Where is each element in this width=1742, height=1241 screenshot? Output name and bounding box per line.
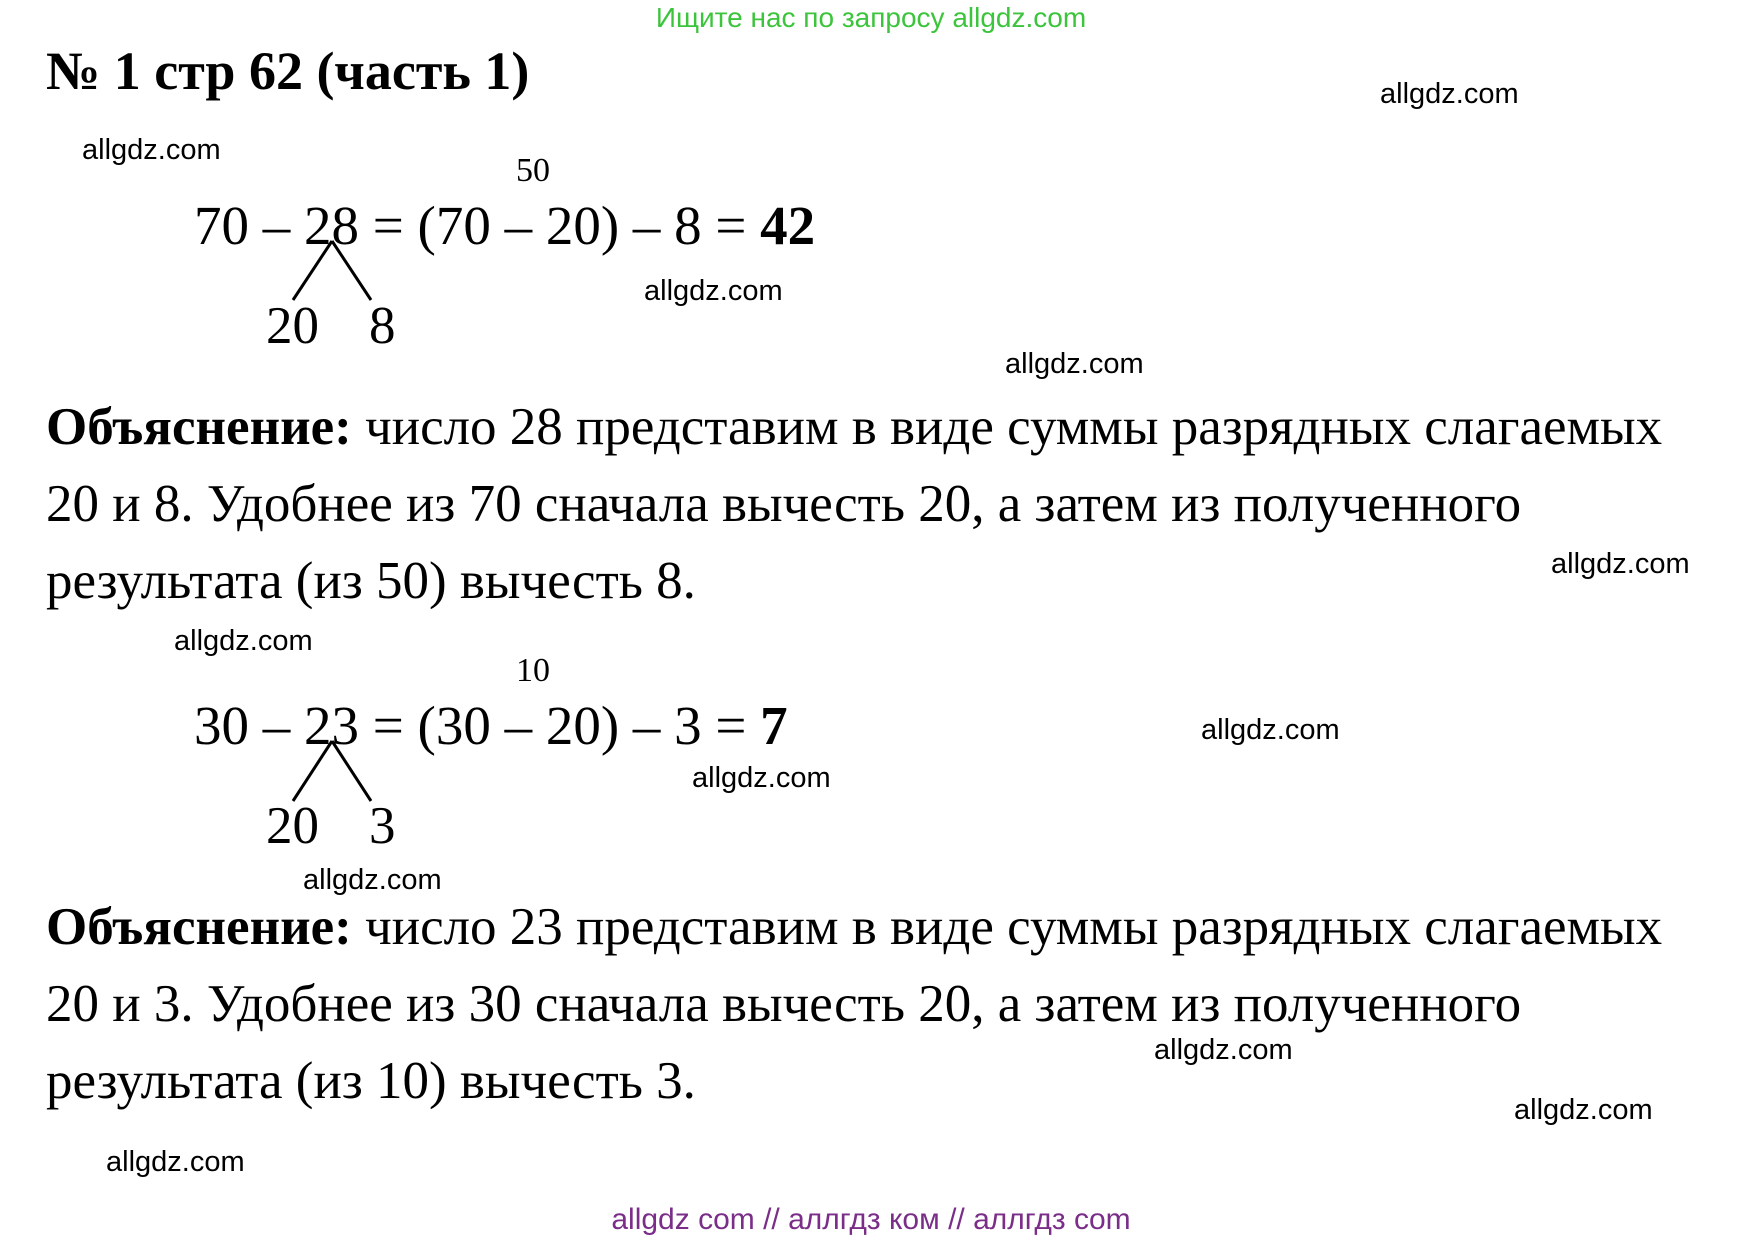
equation-expression: 30 – 23 = (30 – 20) – 3 = xyxy=(194,695,761,756)
annotation-number: 50 xyxy=(516,152,550,189)
explanation-paragraph xyxy=(46,389,1686,620)
footer-links[interactable]: allgdz com // аллгдз ком // аллгдз com xyxy=(611,1203,1131,1236)
equation xyxy=(194,694,788,757)
split-part-left: 20 xyxy=(266,297,319,355)
watermark: allgdz.com xyxy=(303,864,442,896)
watermark: allgdz.com xyxy=(82,134,221,166)
page-title: № 1 стр 62 (часть 1) xyxy=(46,41,530,101)
watermark: allgdz.com xyxy=(1380,78,1519,110)
watermark: allgdz.com xyxy=(1551,548,1690,580)
explanation-label: Объяснение: xyxy=(46,398,352,456)
split-part-left: 20 xyxy=(266,797,319,855)
watermark: allgdz.com xyxy=(644,275,783,307)
explanation-text: число 28 представим в виде суммы разрядных слагаемых 20 и 8. Удобнее из 70 сначала вычесть 20, а затем из полученного результата (из 50) вычесть 8. xyxy=(46,398,1663,610)
explanation-paragraph xyxy=(46,889,1686,1120)
watermark: allgdz.com xyxy=(1154,1034,1293,1066)
watermark: allgdz.com xyxy=(1514,1094,1653,1126)
search-banner[interactable]: Ищите нас по запросу allgdz.com xyxy=(655,2,1087,33)
equation-answer: 42 xyxy=(760,195,816,256)
watermark: allgdz.com xyxy=(106,1146,245,1178)
explanation-text: число 23 представим в виде суммы разрядных слагаемых 20 и 3. Удобнее из 30 сначала вычесть 20, а затем из полученного результата (из 10) вычесть 3. xyxy=(46,898,1663,1110)
watermark: allgdz.com xyxy=(1005,348,1144,380)
explanation-label: Объяснение: xyxy=(46,898,352,956)
equation-answer: 7 xyxy=(760,695,788,756)
watermark: allgdz.com xyxy=(1201,714,1340,746)
split-part-right: 3 xyxy=(369,797,396,855)
watermark: allgdz.com xyxy=(174,625,313,657)
annotation-number: 10 xyxy=(516,652,550,689)
equation-expression: 70 – 28 = (70 – 20) – 8 = xyxy=(194,195,761,256)
watermark: allgdz.com xyxy=(692,762,831,794)
split-part-right: 8 xyxy=(369,297,396,355)
